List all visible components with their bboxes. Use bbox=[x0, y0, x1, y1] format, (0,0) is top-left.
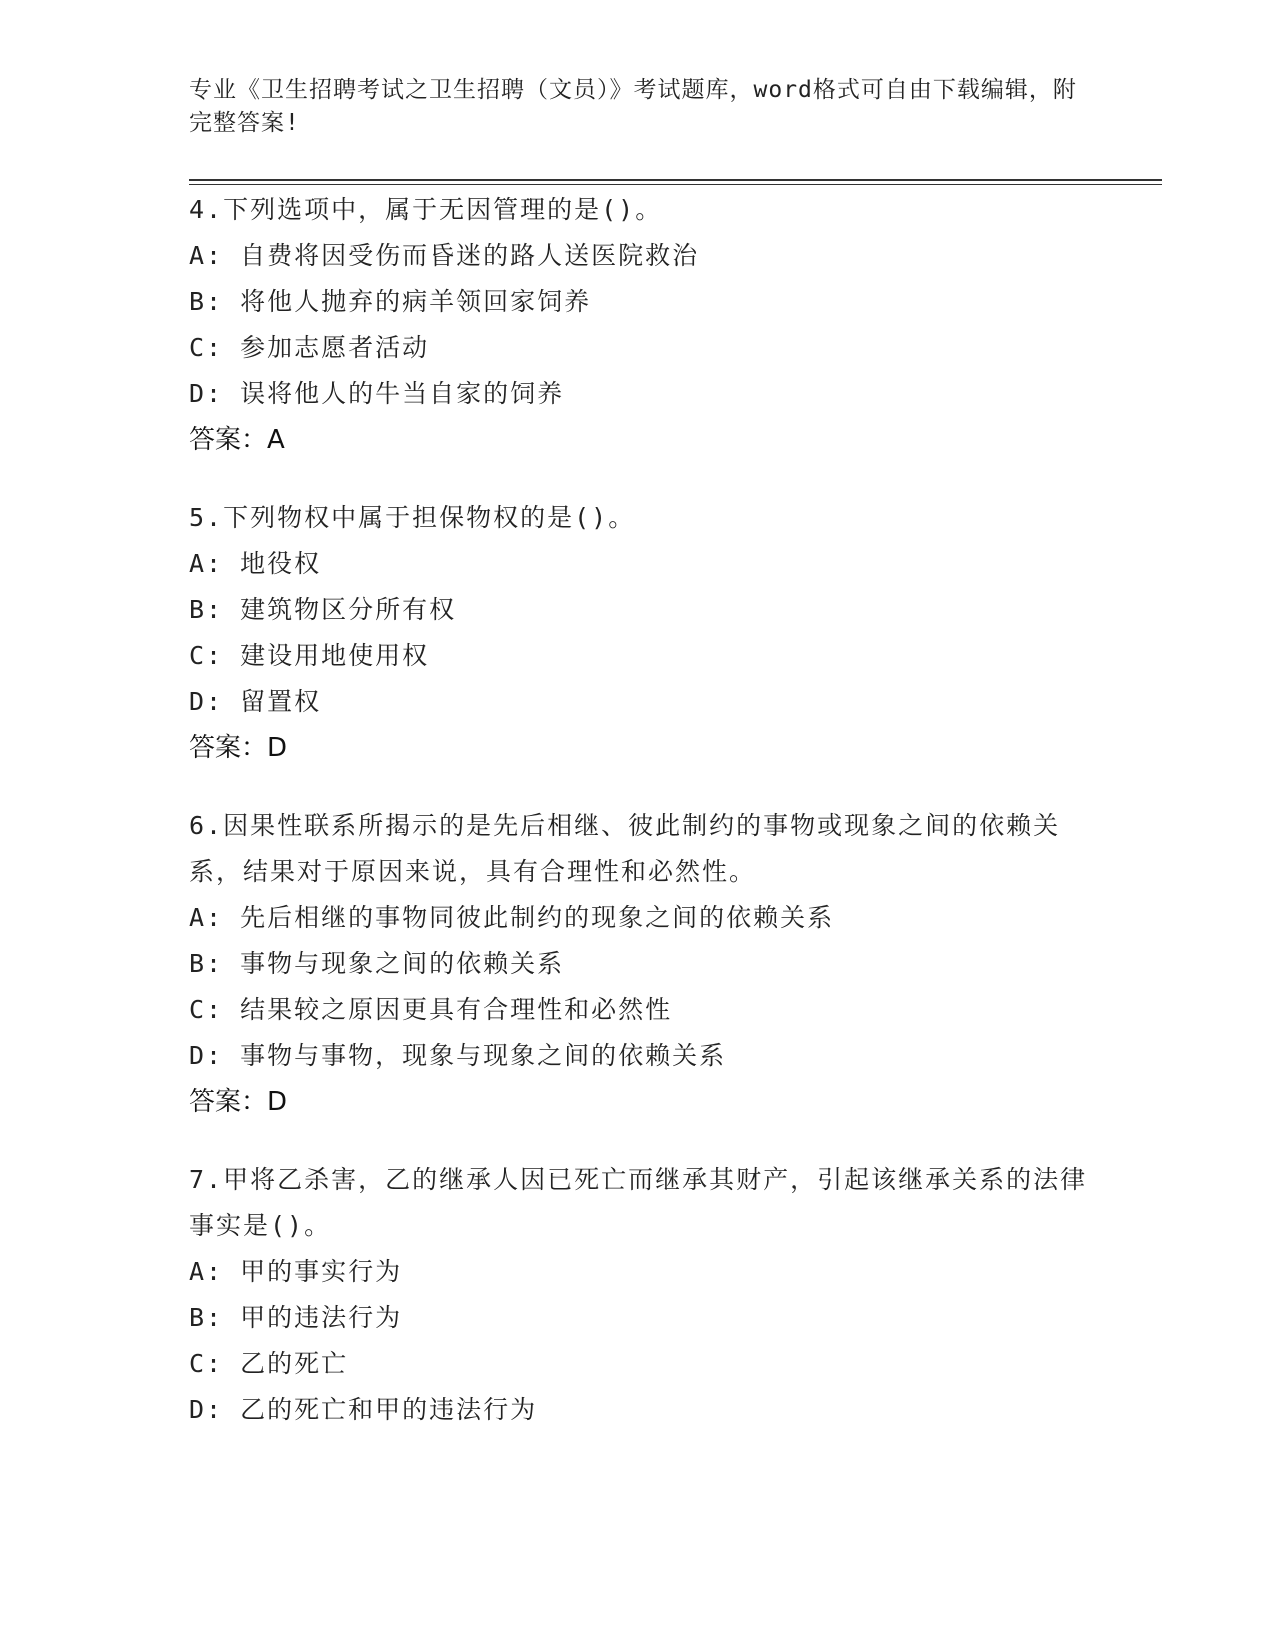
question-7 bbox=[189, 1157, 1089, 1433]
option-c: C: 参加志愿者活动 bbox=[189, 333, 430, 362]
option-b: B: 将他人抛弃的病羊领回家饲养 bbox=[189, 287, 592, 316]
question-6 bbox=[189, 803, 1089, 1125]
header-divider-thin bbox=[189, 184, 1162, 185]
question-5 bbox=[189, 495, 1089, 771]
option-d: D: 误将他人的牛当自家的饲养 bbox=[189, 379, 565, 408]
header-note: 专业《卫生招聘考试之卫生招聘（文员）》考试题库，word格式可自由下载编辑，附完整答案! bbox=[189, 77, 1077, 136]
header-divider bbox=[189, 179, 1162, 181]
question-list bbox=[189, 187, 1089, 1465]
option-b: B: 甲的违法行为 bbox=[189, 1303, 403, 1332]
option-a: A: 自费将因受伤而昏迷的路人送医院救治 bbox=[189, 241, 700, 270]
question-4 bbox=[189, 187, 1089, 463]
question-stem: 4.下列选项中，属于无因管理的是()。 bbox=[189, 195, 663, 224]
option-c: C: 结果较之原因更具有合理性和必然性 bbox=[189, 995, 673, 1024]
question-stem: 6.因果性联系所揭示的是先后相继、彼此制约的事物或现象之间的依赖关系，结果对于原因来说，具有合理性和必然性。 bbox=[189, 811, 1061, 886]
option-c: C: 建设用地使用权 bbox=[189, 641, 430, 670]
answer-line: 答案：D bbox=[189, 733, 288, 763]
question-stem: 7.甲将乙杀害，乙的继承人因已死亡而继承其财产，引起该继承关系的法律事实是()。 bbox=[189, 1165, 1088, 1240]
option-c: C: 乙的死亡 bbox=[189, 1349, 349, 1378]
option-b: B: 事物与现象之间的依赖关系 bbox=[189, 949, 565, 978]
answer-line: 答案：D bbox=[189, 1087, 288, 1117]
option-d: D: 乙的死亡和甲的违法行为 bbox=[189, 1395, 538, 1424]
option-b: B: 建筑物区分所有权 bbox=[189, 595, 457, 624]
option-d: D: 事物与事物，现象与现象之间的依赖关系 bbox=[189, 1041, 727, 1070]
option-a: A: 甲的事实行为 bbox=[189, 1257, 403, 1286]
option-a: A: 地役权 bbox=[189, 549, 322, 578]
option-d: D: 留置权 bbox=[189, 687, 322, 716]
option-a: A: 先后相继的事物同彼此制约的现象之间的依赖关系 bbox=[189, 903, 835, 932]
answer-line: 答案：A bbox=[189, 425, 285, 455]
question-stem: 5.下列物权中属于担保物权的是()。 bbox=[189, 503, 636, 532]
